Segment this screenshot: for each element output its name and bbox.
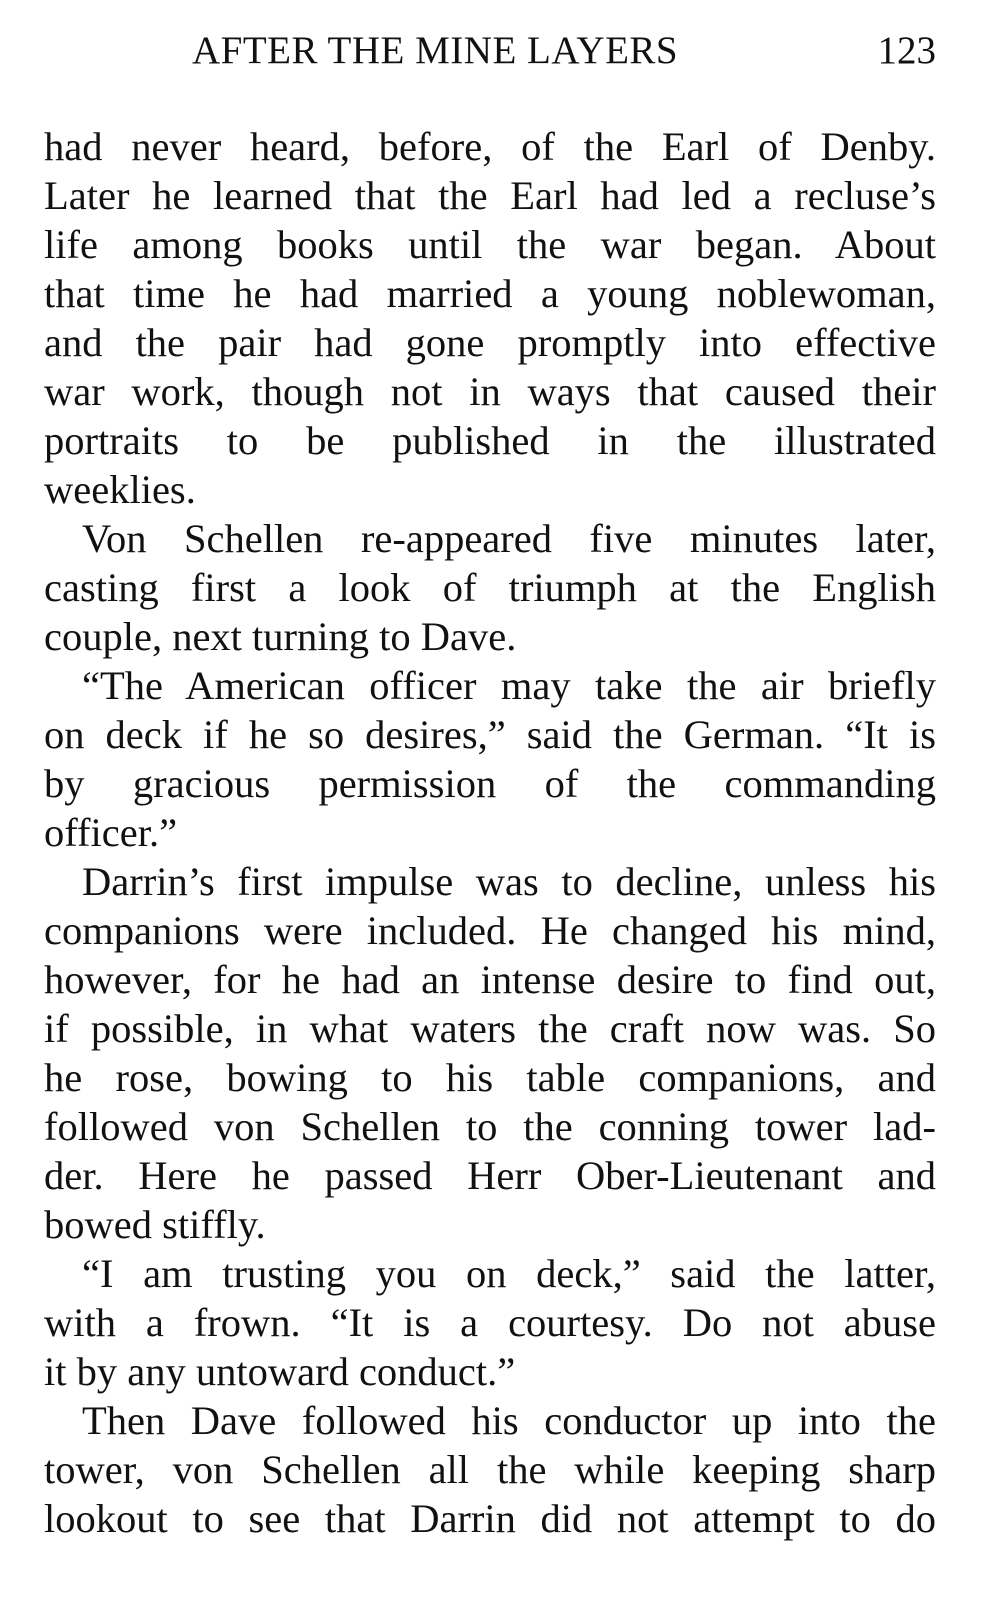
text-line: life among books until the war began. About	[44, 222, 936, 267]
text-line: bowed stiffly.	[44, 1202, 266, 1247]
text-line: he rose, bowing to his table companions, and	[44, 1055, 936, 1100]
text-line: and the pair had gone promptly into effective	[44, 320, 936, 365]
text-line: that time he had married a young noblewoman,	[44, 271, 936, 316]
text-line: der. Here he passed Herr Ober-Lieutenant and	[44, 1153, 936, 1198]
text-line: by gracious permission of the commanding	[44, 761, 936, 806]
text-line: followed von Schellen to the conning tower lad-	[44, 1104, 936, 1149]
text-line: it by any untoward conduct.”	[44, 1349, 516, 1394]
text-line: portraits to be published in the illustrated	[44, 418, 936, 463]
text-line: Later he learned that the Earl had led a recluse’s	[44, 173, 936, 218]
book-page	[44, 0, 936, 1609]
body-text	[44, 122, 936, 1543]
text-line: with a frown. “It is a courtesy. Do not abuse	[44, 1300, 936, 1345]
page-header	[44, 26, 936, 76]
text-line: Then Dave followed his conductor up into the	[82, 1398, 936, 1443]
text-line: however, for he had an intense desire to find out,	[44, 957, 936, 1002]
running-title: AFTER THE MINE LAYERS	[192, 29, 679, 72]
text-line: if possible, in what waters the craft now was. So	[44, 1006, 936, 1051]
text-line: Darrin’s first impulse was to decline, unless his	[82, 859, 936, 904]
text-line: couple, next turning to Dave.	[44, 614, 517, 659]
text-line: “I am trusting you on deck,” said the latter,	[82, 1251, 936, 1296]
text-line: “The American officer may take the air briefly	[82, 663, 936, 708]
text-line: Von Schellen re-appeared five minutes later,	[82, 516, 936, 561]
text-line: had never heard, before, of the Earl of Denby.	[44, 124, 936, 169]
page-number: 123	[877, 29, 936, 72]
text-line: companions were included. He changed his mind,	[44, 908, 936, 953]
text-line: war work, though not in ways that caused their	[44, 369, 936, 414]
text-line: officer.”	[44, 810, 178, 855]
text-line: weeklies.	[44, 467, 196, 512]
text-line: casting first a look of triumph at the English	[44, 565, 936, 610]
text-line: tower, von Schellen all the while keeping sharp	[44, 1447, 936, 1492]
text-line: lookout to see that Darrin did not attempt to do	[44, 1496, 936, 1541]
text-line: on deck if he so desires,” said the German. “It is	[44, 712, 936, 757]
